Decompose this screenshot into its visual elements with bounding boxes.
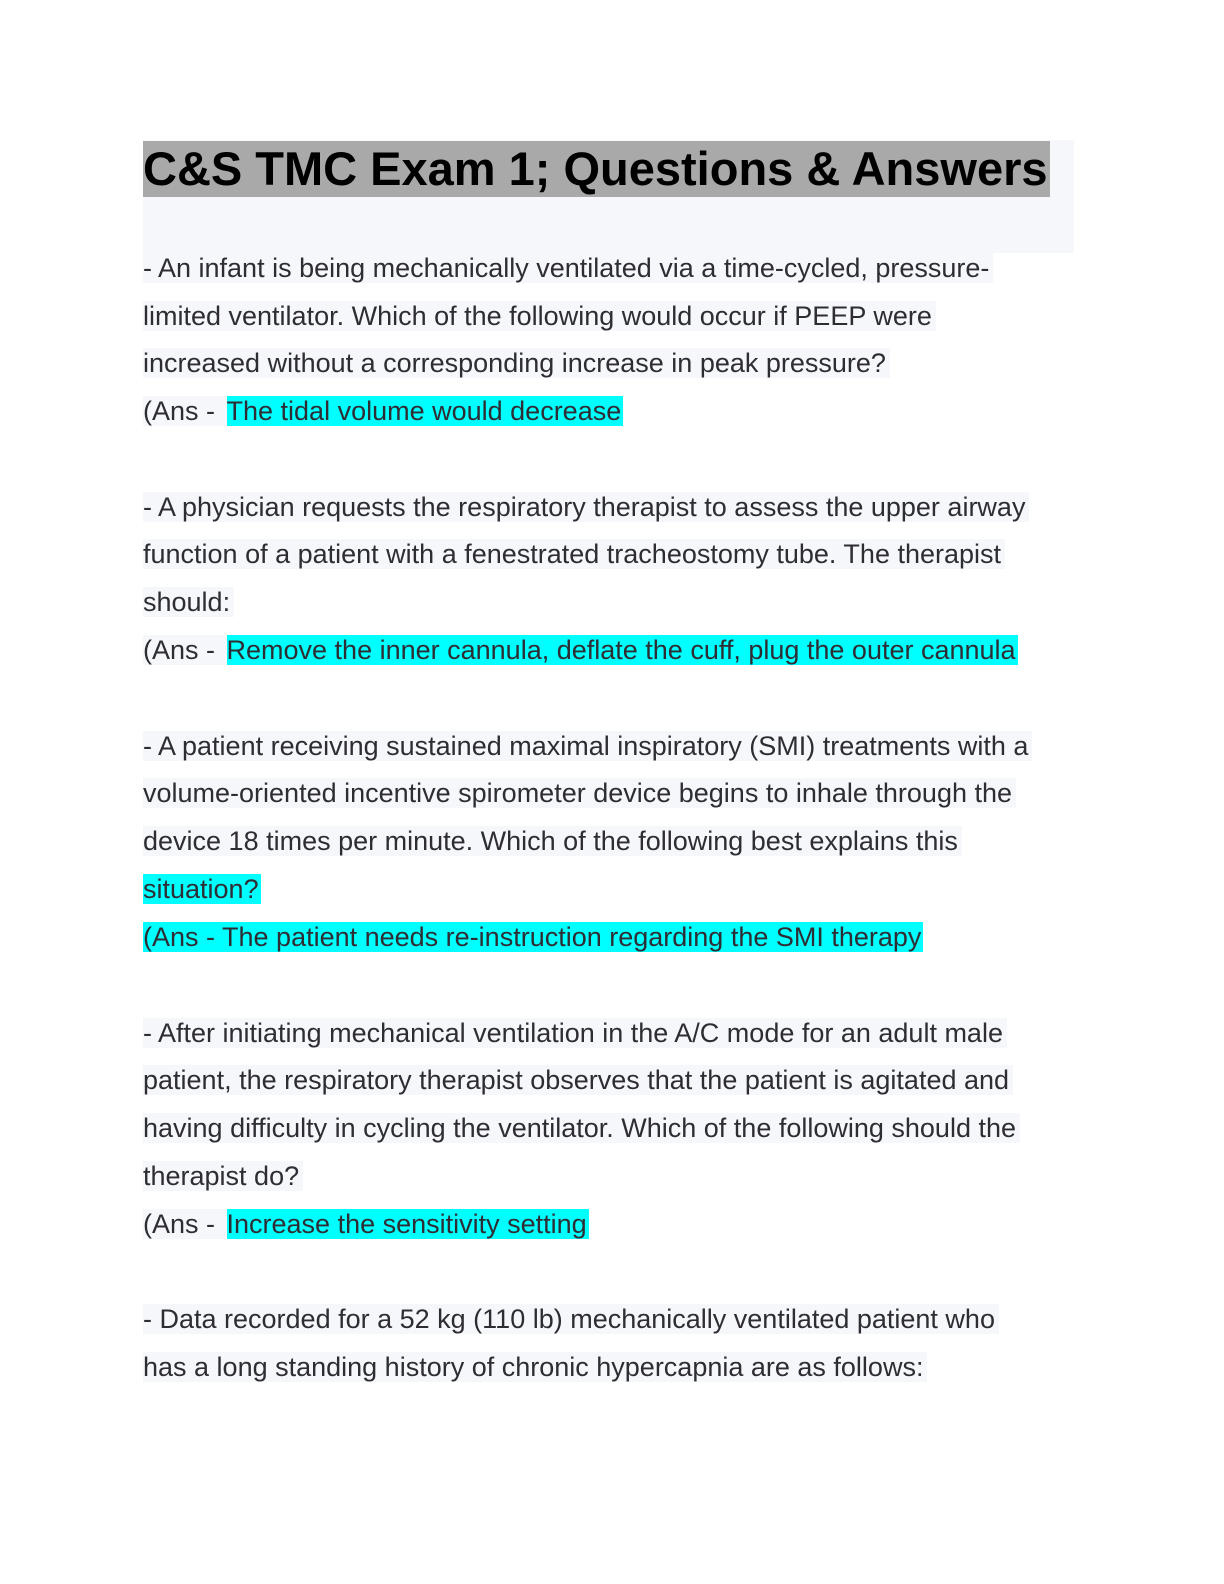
question-4-line-2: patient, the respiratory therapist observes that the patient is agitated and bbox=[143, 1064, 1013, 1097]
question-5-line-1: - Data recorded for a 52 kg (110 lb) mechanically ventilated patient who bbox=[143, 1303, 999, 1336]
answer-text: Remove the inner cannula, deflate the cuff, plug the outer cannula bbox=[226, 635, 1016, 665]
question-2-answer bbox=[143, 634, 1018, 667]
question-1-line-2: limited ventilator. Which of the following would occur if PEEP were bbox=[143, 300, 936, 333]
question-4-line-4: therapist do? bbox=[143, 1160, 303, 1193]
question-1-line-1: - An infant is being mechanically ventilated via a time-cycled, pressure- bbox=[143, 252, 993, 285]
document-title: C&S TMC Exam 1; Questions & Answers bbox=[143, 142, 1048, 195]
answer-prefix: (Ans - bbox=[143, 1209, 227, 1239]
answer-text: (Ans - The patient needs re-instruction regarding the SMI therapy bbox=[143, 922, 922, 952]
question-3-line-4: situation? bbox=[143, 874, 259, 904]
answer-text: The tidal volume would decrease bbox=[226, 396, 622, 426]
answer-prefix: (Ans - bbox=[143, 635, 227, 665]
question-3-answer bbox=[143, 921, 923, 954]
question-1-answer bbox=[143, 395, 623, 428]
question-4-line-3: having difficulty in cycling the ventilator. Which of the following should the bbox=[143, 1112, 1020, 1145]
question-4-answer bbox=[143, 1208, 589, 1241]
question-4-line-1: - After initiating mechanical ventilation in the A/C mode for an adult male bbox=[143, 1017, 1007, 1050]
answer-text: Increase the sensitivity setting bbox=[226, 1209, 587, 1239]
question-2-line-1: - A physician requests the respiratory therapist to assess the upper airway bbox=[143, 491, 1029, 524]
question-2-line-2: function of a patient with a fenestrated tracheostomy tube. The therapist bbox=[143, 538, 1005, 571]
question-3-line-2: volume-oriented incentive spirometer device begins to inhale through the bbox=[143, 777, 1016, 810]
question-3-line-3: device 18 times per minute. Which of the following best explains this bbox=[143, 825, 962, 858]
question-2-line-3: should: bbox=[143, 586, 234, 619]
answer-prefix: (Ans - bbox=[143, 396, 227, 426]
question-3-line-1: - A patient receiving sustained maximal inspiratory (SMI) treatments with a bbox=[143, 730, 1032, 763]
question-5-line-2: has a long standing history of chronic hypercapnia are as follows: bbox=[143, 1351, 927, 1384]
question-1-line-3: increased without a corresponding increase in peak pressure? bbox=[143, 347, 890, 380]
